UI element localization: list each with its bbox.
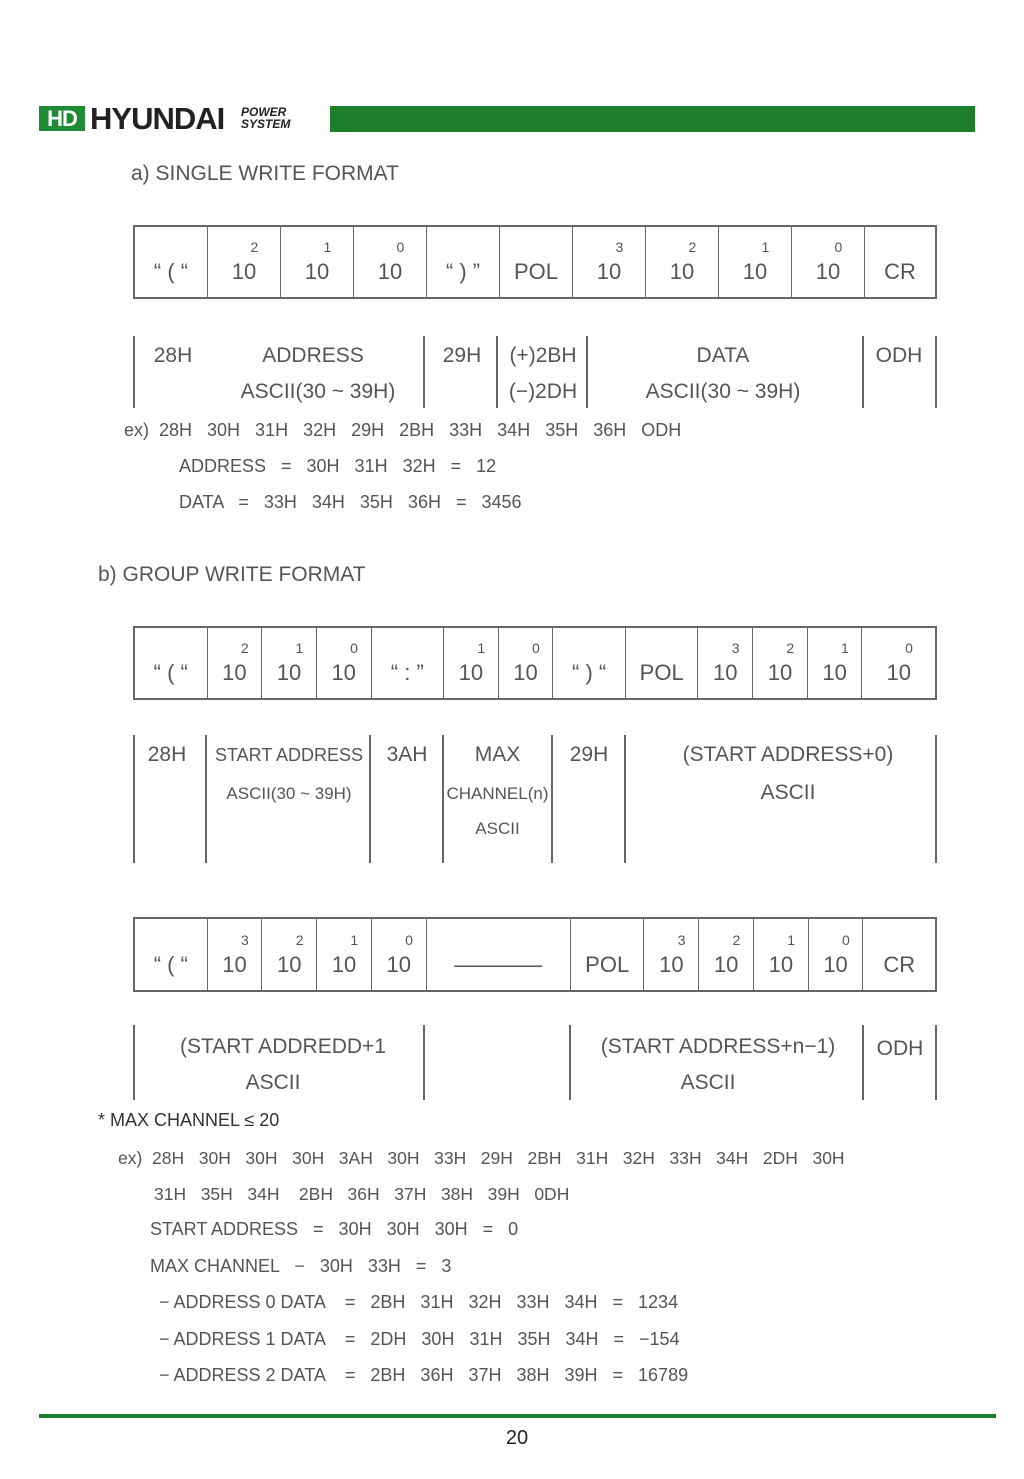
cell-label: “ ( “ — [153, 952, 188, 977]
exponent: 1 — [841, 640, 849, 656]
power-of-ten: 10 1 — [331, 932, 359, 977]
max-channel-result: MAX CHANNEL − 30H 33H = 3 — [150, 1256, 452, 1276]
address-result: ADDRESS = 30H 31H 32H = 12 — [179, 456, 497, 476]
format-cell — [443, 628, 498, 698]
format-cell — [718, 227, 791, 297]
single-write-frame — [133, 225, 937, 299]
start-address-n-label: (START ADDRESS+n−1) — [600, 1035, 836, 1058]
format-cell — [570, 919, 644, 990]
exponent: 3 — [615, 239, 624, 255]
format-cell — [499, 227, 572, 297]
footer-line — [39, 1414, 996, 1418]
format-cell — [280, 227, 353, 297]
exponent: 2 — [688, 239, 697, 255]
power-of-ten: 10 2 — [767, 640, 795, 685]
format-cell — [645, 227, 718, 297]
max-label: MAX — [474, 743, 521, 766]
format-cell — [625, 628, 698, 698]
example-line-2: 31H 35H 34H 2BH 36H 37H 38H 39H 0DH — [154, 1184, 570, 1204]
exponent: 1 — [323, 239, 332, 255]
cell-label: “ ) ” — [445, 259, 481, 284]
section-a-title: a) SINGLE WRITE FORMAT — [131, 162, 399, 185]
format-cell — [808, 919, 863, 990]
exponent: 2 — [240, 640, 249, 656]
address-1-data: − ADDRESS 1 DATA = 2DH 30H 31H 35H 34H = −154 — [159, 1329, 680, 1349]
format-cell — [698, 919, 753, 990]
example-line: ex) 28H 30H 31H 32H 29H 2BH 33H 34H 35H 36H ODH — [124, 420, 682, 440]
single-write-desc — [133, 336, 937, 408]
format-cell — [498, 628, 553, 698]
colon-code: 3AH — [386, 743, 428, 766]
format-cell — [207, 628, 262, 698]
format-cell — [207, 227, 280, 297]
cell-label: CR — [884, 259, 916, 284]
exponent: 2 — [295, 932, 304, 948]
exponent: 0 — [834, 239, 843, 255]
header-bar — [330, 106, 975, 132]
exponent: 0 — [842, 932, 850, 948]
start-address-1-ascii: ASCII — [245, 1071, 301, 1094]
power-of-ten: 10 3 — [596, 239, 624, 284]
format-cell — [552, 628, 625, 698]
start-code: 28H — [147, 743, 187, 766]
cell-label: “ ( “ — [153, 259, 189, 284]
format-cell — [261, 628, 316, 698]
start-address-label: START ADDRESS — [214, 745, 364, 765]
format-cell — [861, 628, 935, 698]
exponent: 1 — [295, 640, 304, 656]
pol-minus: (−)2DH — [508, 380, 578, 403]
power-of-ten: 10 2 — [713, 932, 741, 977]
section-b-title: b) GROUP WRITE FORMAT — [98, 563, 366, 586]
data-result: DATA = 33H 34H 35H 36H = 3456 — [179, 492, 522, 512]
format-cell — [353, 227, 426, 297]
exponent: 0 — [396, 239, 405, 255]
end-code: 29H — [569, 743, 609, 766]
exponent: 0 — [905, 640, 913, 656]
exponent: 1 — [477, 640, 486, 656]
group-write-frame-1 — [133, 626, 937, 700]
format-cell — [371, 919, 426, 990]
address-label: ADDRESS — [262, 344, 364, 367]
exponent: 2 — [250, 239, 259, 255]
max-channel-note: * MAX CHANNEL ≤ 20 — [98, 1110, 280, 1130]
cr-code: ODH — [875, 344, 923, 367]
exponent: 1 — [761, 239, 770, 255]
format-cell — [572, 227, 645, 297]
exponent: 3 — [677, 932, 686, 948]
cell-label: POL — [639, 660, 684, 685]
cell-label: “ ( “ — [153, 660, 188, 685]
cell-label: CR — [883, 952, 916, 977]
power-of-ten: 10 0 — [513, 640, 540, 685]
format-cell — [697, 628, 752, 698]
power-of-ten: 10 1 — [822, 640, 849, 685]
example-line-1: ex) 28H 30H 30H 30H 3AH 30H 33H 29H 2BH 31H 32H 33H 34H 2DH 30H — [118, 1148, 845, 1168]
format-cell — [135, 227, 207, 297]
format-cell — [426, 227, 499, 297]
format-cell — [426, 919, 570, 990]
power-of-ten: 10 0 — [886, 640, 913, 685]
power-of-ten: 10 0 — [377, 239, 405, 284]
exponent: 0 — [350, 640, 358, 656]
start-code: 28H — [153, 344, 193, 367]
exponent: 3 — [240, 932, 249, 948]
cell-label: “ ) “ — [572, 660, 607, 685]
power-of-ten: 10 2 — [222, 640, 249, 685]
data-ascii: ASCII(30 ~ 39H) — [645, 380, 801, 403]
logo-sub-system: SYSTEM — [241, 117, 291, 131]
group-write-desc-2 — [133, 1025, 937, 1100]
power-of-ten: 10 2 — [231, 239, 259, 284]
power-of-ten: 10 1 — [304, 239, 332, 284]
power-of-ten: 10 2 — [669, 239, 697, 284]
format-cell — [316, 628, 371, 698]
power-of-ten: 10 3 — [222, 932, 249, 977]
exponent: 2 — [786, 640, 795, 656]
format-cell — [864, 227, 935, 297]
power-of-ten: 10 0 — [331, 640, 358, 685]
power-of-ten: 10 1 — [276, 640, 304, 685]
power-of-ten: 10 3 — [659, 932, 686, 977]
start-address-result: START ADDRESS = 30H 30H 30H = 0 — [150, 1219, 519, 1239]
format-cell — [207, 919, 262, 990]
logo-sub-power: POWER — [241, 105, 287, 119]
max-ascii: ASCII — [475, 819, 520, 838]
format-cell — [371, 628, 444, 698]
power-of-ten: 10 1 — [768, 932, 796, 977]
start-address-1-label: (START ADDREDD+1 — [180, 1035, 386, 1058]
format-cell — [261, 919, 316, 990]
power-of-ten: 10 3 — [713, 640, 740, 685]
data-label: DATA — [696, 344, 750, 367]
format-cell — [752, 628, 807, 698]
power-of-ten: 10 0 — [815, 239, 843, 284]
cell-label: ———— — [454, 952, 543, 977]
exponent: 1 — [787, 932, 796, 948]
start-address-n-ascii: ASCII — [680, 1071, 736, 1094]
power-of-ten: 10 0 — [386, 932, 413, 977]
page-number: 20 — [505, 1427, 529, 1449]
power-of-ten: 10 0 — [823, 932, 850, 977]
power-of-ten: 10 1 — [742, 239, 770, 284]
cell-label: “ : ” — [390, 660, 424, 685]
logo-mark: HD — [39, 106, 85, 131]
logo-name: HYUNDAI — [90, 101, 225, 136]
address-ascii: ASCII(30 ~ 39H) — [240, 380, 396, 403]
start-address-ascii: ASCII(30 ~ 39H) — [226, 784, 352, 803]
group-write-frame-2 — [133, 917, 937, 992]
end-code: 29H — [442, 344, 482, 367]
cr-code: ODH — [876, 1037, 924, 1060]
format-cell — [753, 919, 808, 990]
group-write-desc-1 — [133, 735, 937, 863]
max-channel-label: CHANNEL(n) — [446, 784, 549, 803]
format-cell — [135, 919, 207, 990]
format-cell — [807, 628, 862, 698]
logo-subtitle — [241, 106, 290, 130]
exponent: 0 — [405, 932, 413, 948]
exponent: 2 — [732, 932, 741, 948]
exponent: 1 — [350, 932, 359, 948]
exponent: 0 — [531, 640, 540, 656]
format-cell — [316, 919, 371, 990]
format-cell — [791, 227, 864, 297]
cell-label: POL — [513, 259, 559, 284]
start-address-0-label: (START ADDRESS+0) — [682, 743, 894, 766]
address-2-data: − ADDRESS 2 DATA = 2BH 36H 37H 38H 39H = 16789 — [159, 1365, 689, 1385]
format-cell — [862, 919, 935, 990]
format-cell — [643, 919, 698, 990]
start-address-0-ascii: ASCII — [760, 781, 816, 804]
format-cell — [135, 628, 207, 698]
address-0-data: − ADDRESS 0 DATA = 2BH 31H 32H 33H 34H = 1234 — [159, 1292, 679, 1312]
exponent: 3 — [731, 640, 740, 656]
pol-plus: (+)2BH — [509, 344, 577, 367]
cell-label: POL — [585, 952, 630, 977]
power-of-ten: 10 1 — [458, 640, 486, 685]
power-of-ten: 10 2 — [277, 932, 304, 977]
